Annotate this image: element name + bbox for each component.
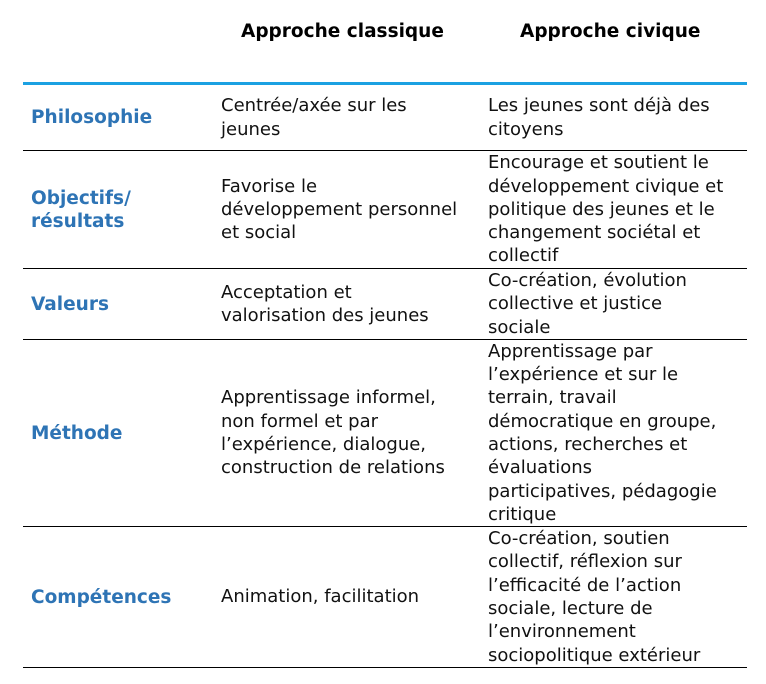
table-row-philosophie — [23, 85, 747, 150]
cell-classic: Acceptation et valorisation des jeunes — [221, 281, 429, 326]
cell-classic: Centrée/axée sur les jeunes — [221, 95, 407, 140]
column-header-classic: Approche classique — [241, 21, 444, 42]
table-row-valeurs — [23, 269, 747, 339]
column-header-civic: Approche civique — [520, 21, 701, 42]
cell-classic: Favorise le développement personnel et social — [221, 175, 458, 244]
table-row-objectifs — [23, 151, 747, 268]
table-row-methode — [23, 340, 747, 526]
cell-civic: Apprentissage par l’expérience et sur le terrain, travail démocratique en groupe, actions, recherches et évaluations participatives, pédagogie critique — [488, 340, 717, 525]
row-label: Compétences — [31, 586, 172, 608]
row-label: Méthode — [31, 422, 123, 444]
cell-classic: Apprentissage informel, non formel et par l’expérience, dialogue, construction de relations — [221, 387, 445, 479]
row-divider — [23, 667, 747, 668]
row-label: Objectifs/ résultats — [31, 187, 131, 232]
row-label: Valeurs — [31, 293, 109, 315]
table-row-competences — [23, 527, 747, 667]
cell-civic: Co-création, évolution collective et justice sociale — [488, 270, 687, 338]
cell-classic: Animation, facilitation — [221, 586, 420, 608]
cell-civic: Co-création, soutien collectif, réflexion sur l’efficacité de l’action sociale, lecture de l’environnement sociopolitique extérieur — [488, 528, 701, 666]
row-label: Philosophie — [31, 107, 153, 128]
cell-civic: Encourage et soutient le développement civique et politique des jeunes et le changement sociétal et collectif — [488, 152, 724, 267]
cell-civic: Les jeunes sont déjà des citoyens — [488, 95, 710, 140]
